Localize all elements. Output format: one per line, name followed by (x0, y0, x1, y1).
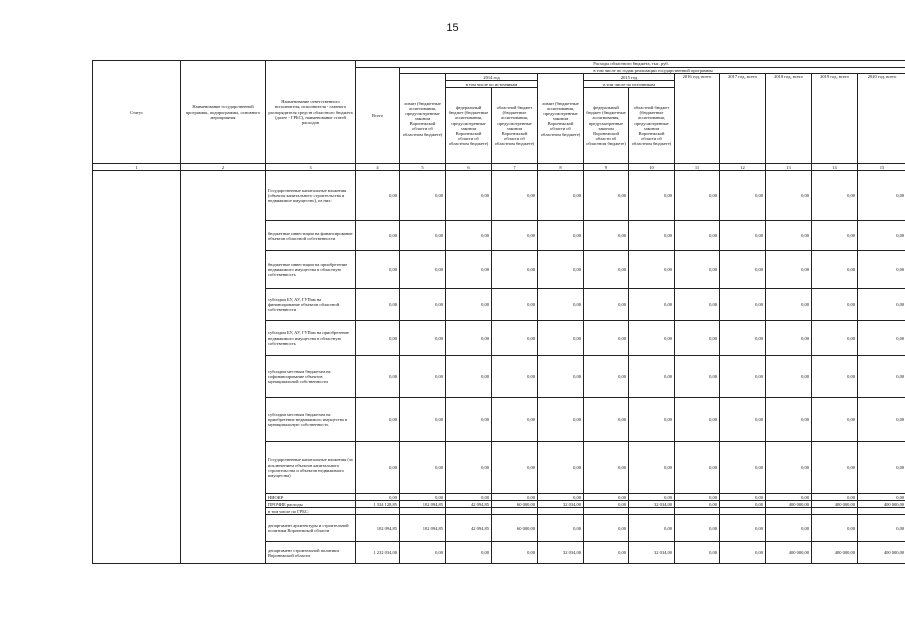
row-label: ПРОЧИЕ расходы (266, 501, 356, 508)
header-regional-2015: областной бюджет (бюджетные ассигнования, предусмотренные законом Воронежской области об областном бюджете) (629, 88, 675, 164)
column-number: 4 (356, 164, 400, 171)
value-cell: 0,00 (675, 515, 720, 542)
value-cell: 0,00 (446, 542, 492, 564)
value-cell: 0,00 (766, 171, 812, 221)
value-cell: 0,00 (675, 251, 720, 289)
value-cell: 0,00 (812, 289, 858, 321)
value-cell: 60 000,00 (492, 501, 538, 508)
value-cell: 102 094,85 (356, 515, 400, 542)
value-cell (356, 508, 400, 515)
column-number: 14 (812, 164, 858, 171)
value-cell: 0,00 (538, 515, 584, 542)
value-cell: 0,00 (720, 356, 766, 398)
value-cell: 0,00 (584, 398, 629, 442)
value-cell: 0,00 (675, 356, 720, 398)
value-cell: 0,00 (584, 494, 629, 501)
row-label: субсидии БУ, АУ, ГУПам на приобретение недвижимого имущества в областную собственность (266, 321, 356, 356)
header-2016: 2016 год, всего (675, 74, 720, 164)
value-cell: 0,00 (400, 221, 446, 251)
column-number: 15 (858, 164, 905, 171)
value-cell: 0,00 (720, 251, 766, 289)
value-cell (766, 508, 812, 515)
value-cell: 0,00 (400, 494, 446, 501)
value-cell: 0,00 (812, 515, 858, 542)
value-cell: 0,00 (858, 494, 905, 501)
value-cell (858, 508, 905, 515)
column-number: 7 (492, 164, 538, 171)
value-cell (584, 508, 629, 515)
column-number: 1 (93, 164, 181, 171)
value-cell: 0,00 (492, 251, 538, 289)
value-cell: 0,00 (858, 398, 905, 442)
value-cell: 0,00 (446, 494, 492, 501)
value-cell: 0,00 (629, 321, 675, 356)
value-cell: 0,00 (675, 289, 720, 321)
program-cell (181, 171, 266, 564)
value-cell: 0,00 (766, 251, 812, 289)
value-cell: 0,00 (446, 356, 492, 398)
value-cell: 32 034,00 (629, 542, 675, 564)
value-cell: 0,00 (766, 515, 812, 542)
column-number: 8 (538, 164, 584, 171)
value-cell: 32 034,00 (538, 501, 584, 508)
value-cell (812, 508, 858, 515)
value-cell: 0,00 (858, 442, 905, 494)
row-label: в том числе по ГРБС: (266, 508, 356, 515)
value-cell: 60 000,00 (492, 515, 538, 542)
value-cell (675, 508, 720, 515)
value-cell: 0,00 (538, 289, 584, 321)
value-cell: 400 000,00 (812, 501, 858, 508)
value-cell: 0,00 (584, 501, 629, 508)
value-cell: 0,00 (812, 171, 858, 221)
value-cell: 0,00 (766, 398, 812, 442)
value-cell: 42 094,85 (446, 501, 492, 508)
header-federal-2015: федеральный бюджет (бюджетные ассигнования, предусмотренные законом Воронежской области об областном бюджете) (584, 88, 629, 164)
value-cell: 0,00 (492, 171, 538, 221)
column-number: 13 (766, 164, 812, 171)
header-expenses-title: Расходы областного бюджета, тыс. руб. (356, 61, 905, 68)
value-cell: 0,00 (766, 356, 812, 398)
value-cell: 0,00 (720, 171, 766, 221)
header-2015: 2015 год (584, 74, 675, 81)
value-cell: 0,00 (584, 321, 629, 356)
value-cell (629, 508, 675, 515)
value-cell: 400 000,00 (858, 542, 905, 564)
value-cell: 0,00 (812, 221, 858, 251)
value-cell: 0,00 (584, 356, 629, 398)
value-cell: 0,00 (446, 321, 492, 356)
value-cell: 102 094,85 (400, 501, 446, 508)
status-cell (93, 171, 181, 564)
value-cell: 0,00 (629, 251, 675, 289)
value-cell: 0,00 (356, 442, 400, 494)
value-cell (492, 508, 538, 515)
header-sources-2014: в том числе по источникам (446, 81, 538, 88)
header-status: Статус (93, 61, 181, 164)
value-cell: 0,00 (675, 171, 720, 221)
value-cell: 0,00 (629, 171, 675, 221)
value-cell: 0,00 (492, 221, 538, 251)
value-cell (446, 508, 492, 515)
value-cell: 0,00 (812, 398, 858, 442)
value-cell: 0,00 (766, 289, 812, 321)
value-cell: 0,00 (400, 321, 446, 356)
value-cell: 0,00 (356, 398, 400, 442)
value-cell: 42 094,85 (446, 515, 492, 542)
table-row (93, 171, 905, 221)
value-cell: 0,00 (629, 494, 675, 501)
value-cell: 0,00 (629, 356, 675, 398)
value-cell: 0,00 (584, 515, 629, 542)
value-cell: 0,00 (492, 398, 538, 442)
value-cell: 102 094,85 (400, 515, 446, 542)
value-cell: 0,00 (629, 221, 675, 251)
value-cell: 1 334 128,85 (356, 501, 400, 508)
value-cell: 400 000,00 (858, 501, 905, 508)
row-label: Государственные капитальные вложения (объекты капитального строительства и недвижимое имущество), из них: (266, 171, 356, 221)
value-cell: 0,00 (629, 515, 675, 542)
value-cell: 0,00 (400, 356, 446, 398)
value-cell: 0,00 (492, 321, 538, 356)
row-label: субсидии местным бюджетам на приобретение недвижимого имущества в муниципальную собственность (266, 398, 356, 442)
value-cell: 0,00 (720, 501, 766, 508)
header-limits-2015: лимит (бюджетные ассигнования, предусмотренные законом Воронежской области об областном бюджете) (538, 74, 584, 164)
value-cell: 400 000,00 (766, 542, 812, 564)
header-2014: 2014 год (446, 74, 538, 81)
value-cell: 0,00 (766, 221, 812, 251)
row-label: Государственные капитальные вложения (за исключением объектов капитального строительства и объектов недвижимого имущества) (266, 442, 356, 494)
budget-table (92, 60, 905, 564)
value-cell: 0,00 (812, 494, 858, 501)
value-cell: 0,00 (538, 494, 584, 501)
value-cell: 0,00 (629, 398, 675, 442)
row-label: субсидии БУ, АУ, ГУПам на финансирование объектов областной собственности (266, 289, 356, 321)
value-cell: 0,00 (538, 442, 584, 494)
value-cell: 0,00 (538, 321, 584, 356)
value-cell: 0,00 (766, 321, 812, 356)
value-cell: 0,00 (538, 356, 584, 398)
value-cell: 0,00 (356, 356, 400, 398)
value-cell: 1 232 034,00 (356, 542, 400, 564)
header-federal-2014: федеральный бюджет (бюджетные ассигнования, предусмотренные законом Воронежской области об областном бюджете) (446, 88, 492, 164)
value-cell: 0,00 (766, 442, 812, 494)
value-cell: 0,00 (584, 221, 629, 251)
value-cell: 32 034,00 (538, 542, 584, 564)
header-total: Всего (356, 68, 400, 164)
value-cell: 0,00 (400, 289, 446, 321)
value-cell: 0,00 (356, 289, 400, 321)
value-cell: 0,00 (538, 398, 584, 442)
value-cell: 0,00 (675, 542, 720, 564)
value-cell: 0,00 (400, 251, 446, 289)
value-cell: 0,00 (629, 289, 675, 321)
value-cell: 0,00 (446, 251, 492, 289)
value-cell: 0,00 (492, 494, 538, 501)
value-cell: 0,00 (675, 221, 720, 251)
header-program: Наименование государственной программы, подпрограммы, основного мероприятия (181, 61, 266, 164)
header-executor: Наименование ответственного исполнителя, исполнителя - главного распорядителя средств областного бюджета (далее - ГРБС), наименование статей расходов (266, 61, 356, 164)
header-regional-2014: областной бюджет (бюджетные ассигнования, предусмотренные законом Воронежской области об областном бюджете) (492, 88, 538, 164)
header-by-years: в том числе по годам реализации государственной программы (400, 68, 905, 74)
value-cell: 0,00 (538, 221, 584, 251)
value-cell: 0,00 (720, 398, 766, 442)
value-cell: 0,00 (675, 494, 720, 501)
value-cell: 0,00 (446, 171, 492, 221)
value-cell: 0,00 (356, 494, 400, 501)
value-cell: 0,00 (492, 289, 538, 321)
value-cell: 0,00 (812, 356, 858, 398)
header-limits-2014: лимит (бюджетные ассигнования, предусмотренные законом Воронежской области об областном бюджете) (400, 74, 446, 164)
value-cell: 0,00 (858, 515, 905, 542)
value-cell: 0,00 (538, 251, 584, 289)
column-number: 6 (446, 164, 492, 171)
value-cell: 0,00 (675, 321, 720, 356)
row-label: департамент архитектуры и строительной политики Воронежской области (266, 515, 356, 542)
value-cell: 0,00 (675, 442, 720, 494)
row-label: департамент строительной политики Воронежской области (266, 542, 356, 564)
value-cell: 0,00 (720, 321, 766, 356)
value-cell (538, 508, 584, 515)
row-label: бюджетные инвестиции на финансирование объектов областной собственности (266, 221, 356, 251)
value-cell: 0,00 (446, 221, 492, 251)
value-cell: 0,00 (675, 501, 720, 508)
value-cell: 0,00 (720, 221, 766, 251)
value-cell: 0,00 (492, 542, 538, 564)
column-number-row (93, 164, 905, 171)
value-cell: 0,00 (858, 251, 905, 289)
value-cell: 0,00 (492, 442, 538, 494)
value-cell: 0,00 (584, 171, 629, 221)
value-cell: 0,00 (858, 171, 905, 221)
value-cell: 0,00 (675, 398, 720, 442)
value-cell: 0,00 (858, 321, 905, 356)
column-number: 5 (400, 164, 446, 171)
value-cell: 0,00 (858, 221, 905, 251)
value-cell: 0,00 (584, 442, 629, 494)
value-cell: 0,00 (584, 542, 629, 564)
column-number: 2 (181, 164, 266, 171)
value-cell: 0,00 (538, 171, 584, 221)
column-number: 3 (266, 164, 356, 171)
value-cell: 0,00 (720, 494, 766, 501)
value-cell: 0,00 (446, 289, 492, 321)
value-cell: 0,00 (400, 542, 446, 564)
column-number: 12 (720, 164, 766, 171)
value-cell: 0,00 (812, 251, 858, 289)
row-label: бюджетные инвестиции на приобретение недвижимого имущества в областную собственность (266, 251, 356, 289)
value-cell: 0,00 (400, 171, 446, 221)
value-cell: 0,00 (584, 289, 629, 321)
value-cell: 0,00 (720, 442, 766, 494)
value-cell: 0,00 (584, 251, 629, 289)
value-cell (400, 508, 446, 515)
value-cell: 0,00 (446, 442, 492, 494)
value-cell: 0,00 (812, 321, 858, 356)
value-cell: 0,00 (446, 398, 492, 442)
row-label: субсидии местным бюджетам на софинансирование объектов муниципальной собственности (266, 356, 356, 398)
value-cell: 0,00 (720, 515, 766, 542)
value-cell: 0,00 (356, 221, 400, 251)
value-cell: 400 000,00 (766, 501, 812, 508)
value-cell: 32 034,00 (629, 501, 675, 508)
header-2020: 2020 год, всего (858, 74, 905, 164)
value-cell: 0,00 (858, 356, 905, 398)
value-cell: 0,00 (356, 251, 400, 289)
value-cell: 400 000,00 (812, 542, 858, 564)
header-sources-2015: в том числе по источникам (584, 81, 675, 88)
value-cell: 0,00 (858, 289, 905, 321)
value-cell: 0,00 (812, 442, 858, 494)
value-cell: 0,00 (400, 398, 446, 442)
value-cell: 0,00 (720, 289, 766, 321)
column-number: 11 (675, 164, 720, 171)
column-number: 10 (629, 164, 675, 171)
value-cell: 0,00 (629, 442, 675, 494)
value-cell: 0,00 (356, 171, 400, 221)
header-2019: 2019 год, всего (812, 74, 858, 164)
header-2017: 2017 год, всего (720, 74, 766, 164)
value-cell: 0,00 (492, 356, 538, 398)
page-number: 15 (446, 22, 459, 34)
value-cell (720, 508, 766, 515)
value-cell: 0,00 (720, 542, 766, 564)
value-cell: 0,00 (400, 442, 446, 494)
header-2018: 2018 год, всего (766, 74, 812, 164)
value-cell: 0,00 (766, 494, 812, 501)
row-label: НИОКР (266, 494, 356, 501)
value-cell: 0,00 (356, 321, 400, 356)
column-number: 9 (584, 164, 629, 171)
